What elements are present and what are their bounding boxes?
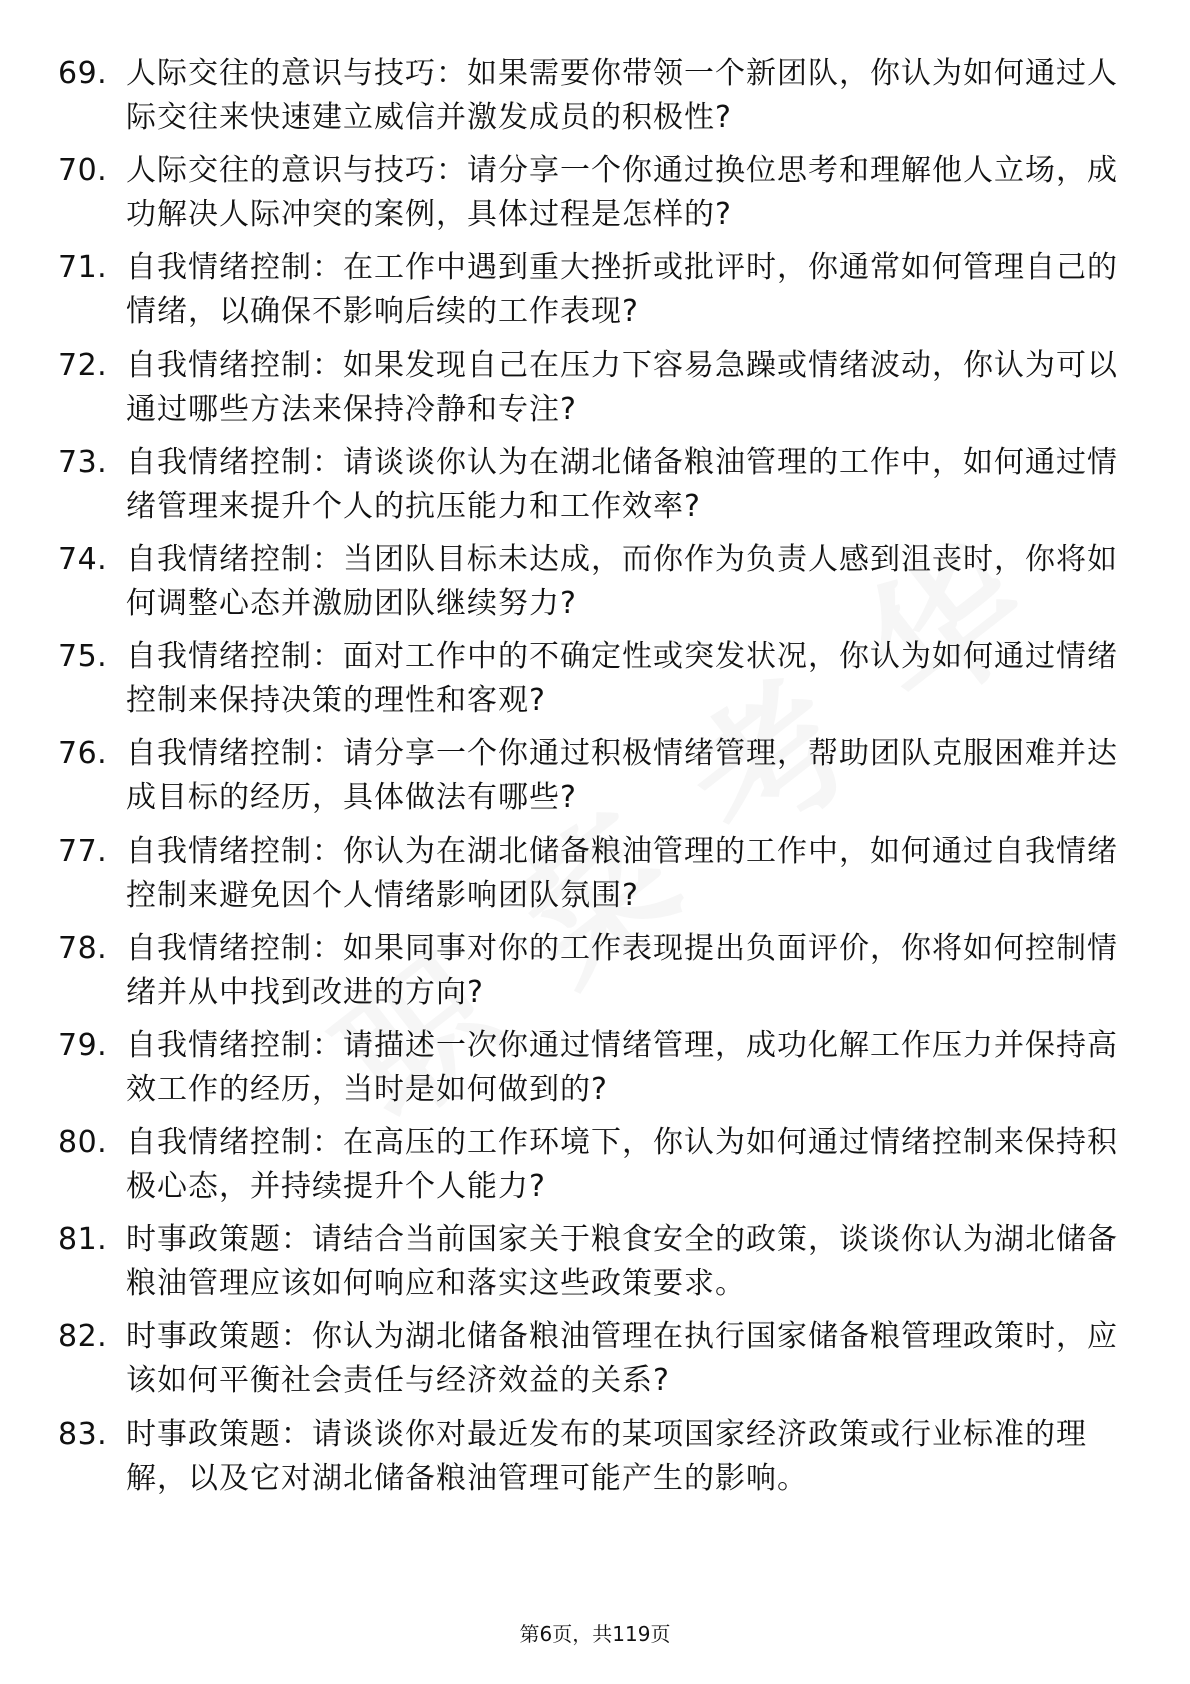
question-list <box>0 52 1190 1510</box>
question-text: 自我情绪控制：当团队目标未达成，而你作为负责人感到沮丧时，你将如何调整心态并激励团队继续努力? <box>126 541 1118 621</box>
question-item <box>0 344 1190 441</box>
question-item <box>0 52 1190 149</box>
question-number: 81. <box>58 1222 108 1258</box>
question-item <box>0 1315 1190 1412</box>
question-text: 时事政策题：你认为湖北储备粮油管理在执行国家储备粮管理政策时，应该如何平衡社会责任与经济效益的关系? <box>126 1319 1118 1399</box>
question-number: 75. <box>58 639 108 675</box>
question-text: 时事政策题：请谈谈你对最近发布的某项国家经济政策或行业标准的理解，以及它对湖北储备粮油管理可能产生的影响。 <box>126 1416 1087 1496</box>
question-number: 70. <box>58 153 108 189</box>
page-footer <box>0 1620 1190 1648</box>
question-item <box>0 830 1190 927</box>
question-number: 74. <box>58 541 108 577</box>
question-number: 80. <box>58 1125 108 1161</box>
question-text: 人际交往的意识与技巧：请分享一个你通过换位思考和理解他人立场，成功解决人际冲突的案例，具体过程是怎样的? <box>126 153 1118 233</box>
question-text: 人际交往的意识与技巧：如果需要你带领一个新团队，你认为如何通过人际交往来快速建立威信并激发成员的积极性? <box>126 56 1118 135</box>
question-text: 自我情绪控制：在工作中遇到重大挫折或批评时，你通常如何管理自己的情绪，以确保不影响后续的工作表现? <box>126 250 1118 330</box>
question-item <box>0 1218 1190 1315</box>
question-text: 自我情绪控制：如果发现自己在压力下容易急躁或情绪波动，你认为可以通过哪些方法来保持冷静和专注? <box>126 347 1118 427</box>
question-number: 83. <box>58 1416 108 1452</box>
question-text: 自我情绪控制：请谈谈你认为在湖北储备粮油管理的工作中，如何通过情绪管理来提升个人的抗压能力和工作效率? <box>126 444 1118 524</box>
question-item <box>0 1413 1190 1510</box>
question-text: 自我情绪控制：你认为在湖北储备粮油管理的工作中，如何通过自我情绪控制来避免因个人情绪影响团队氛围? <box>126 833 1118 913</box>
question-item <box>0 441 1190 538</box>
question-number: 78. <box>58 930 108 966</box>
question-number: 72. <box>58 347 108 383</box>
question-item <box>0 1024 1190 1121</box>
question-number: 71. <box>58 250 108 286</box>
question-item <box>0 635 1190 732</box>
question-item <box>0 246 1190 343</box>
question-text: 自我情绪控制：请描述一次你通过情绪管理，成功化解工作压力并保持高效工作的经历，当时是如何做到的? <box>126 1027 1118 1107</box>
question-number: 77. <box>58 833 108 869</box>
question-number: 76. <box>58 736 108 772</box>
question-text: 自我情绪控制：请分享一个你通过积极情绪管理，帮助团队克服困难并达成目标的经历，具体做法有哪些? <box>126 736 1118 816</box>
question-number: 82. <box>58 1319 108 1355</box>
question-text: 自我情绪控制：如果同事对你的工作表现提出负面评价，你将如何控制情绪并从中找到改进的方向? <box>126 930 1118 1010</box>
question-item <box>0 1121 1190 1218</box>
question-item <box>0 927 1190 1024</box>
question-text: 自我情绪控制：在高压的工作环境下，你认为如何通过情绪控制来保持积极心态，并持续提升个人能力? <box>126 1125 1118 1205</box>
question-text: 时事政策题：请结合当前国家关于粮食安全的政策，谈谈你认为湖北储备粮油管理应该如何响应和落实这些政策要求。 <box>126 1222 1118 1302</box>
question-number: 73. <box>58 444 108 480</box>
question-number: 69. <box>58 56 108 91</box>
question-item <box>0 149 1190 246</box>
question-item <box>0 538 1190 635</box>
question-text: 自我情绪控制：面对工作中的不确定性或突发状况，你认为如何通过情绪控制来保持决策的理性和客观? <box>126 639 1118 719</box>
question-item <box>0 732 1190 829</box>
question-number: 79. <box>58 1027 108 1063</box>
page-number-label: 第6页，共119页 <box>519 1622 671 1646</box>
